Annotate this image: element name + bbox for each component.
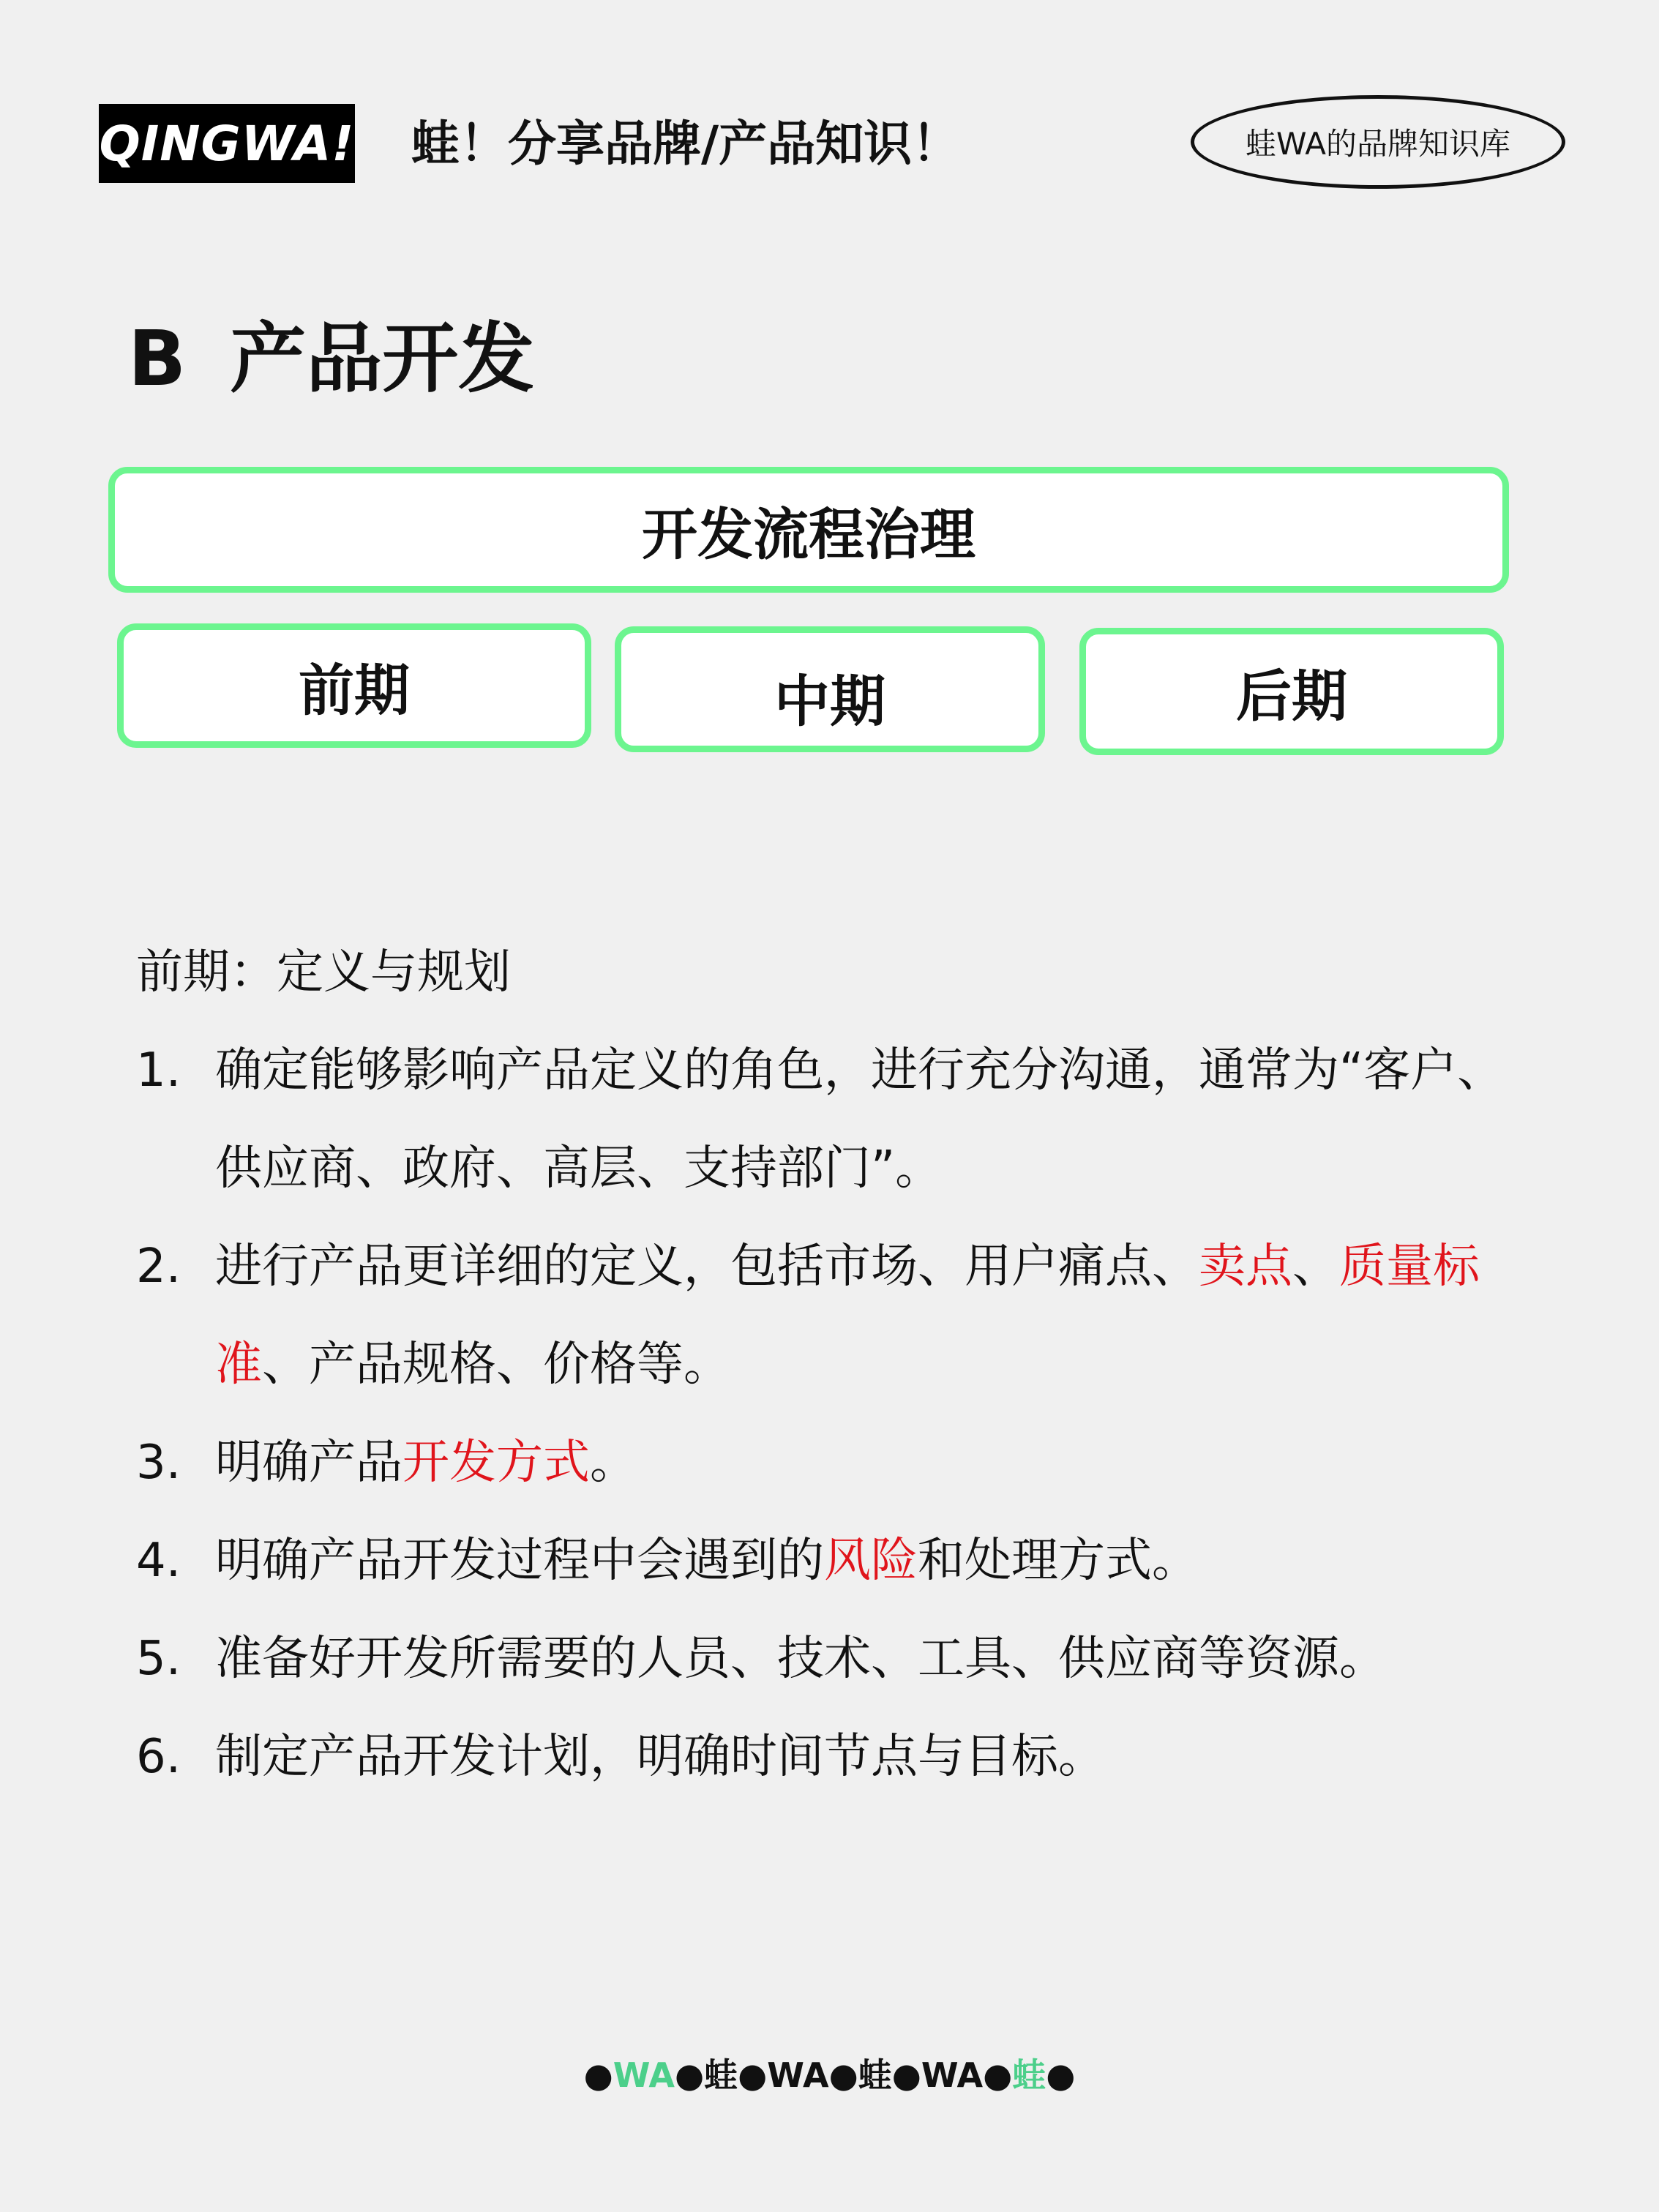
- footer-text: WA: [767, 2055, 829, 2095]
- list-item: [136, 1021, 1512, 1218]
- stage-box-early: [117, 623, 591, 748]
- footer-text: 蛙: [704, 2055, 738, 2095]
- brand-badge-label: 蛙WA的品牌知识库: [1246, 126, 1510, 162]
- footer-text: WA: [921, 2055, 984, 2095]
- list-item: [136, 1512, 1512, 1610]
- item-text-part: 明确产品: [215, 1436, 402, 1490]
- footer-text: WA: [613, 2055, 675, 2095]
- item-number: 2.: [136, 1240, 181, 1294]
- tagline: 蛙！分享品牌/产品知识！: [411, 116, 961, 172]
- footer-text: 蛙: [1012, 2055, 1046, 2095]
- stage-label-early: 前期: [299, 657, 410, 723]
- stage-label-late: 后期: [1236, 663, 1347, 729]
- item-text: [215, 1512, 1512, 1610]
- list-item: [136, 1708, 1512, 1806]
- item-text: [215, 1708, 1512, 1806]
- logo-text: QINGWA!: [99, 115, 355, 172]
- highlight-text: 开发方式: [402, 1436, 590, 1490]
- section-title: 产品开发: [230, 314, 535, 403]
- footer-dot: ●: [675, 2055, 705, 2095]
- item-text-part: 准备好开发所需要的人员、技术、工具、供应商等资源。: [215, 1632, 1386, 1686]
- item-number: 6.: [136, 1730, 181, 1784]
- highlight-text: 风险: [824, 1534, 918, 1588]
- stage-box-late: [1079, 628, 1504, 755]
- item-text-part: 。: [590, 1436, 637, 1490]
- footer-dot: ●: [738, 2055, 768, 2095]
- footer-dot: ●: [891, 2055, 921, 2095]
- flow-main-box: [108, 467, 1509, 593]
- footer-dot: ●: [583, 2055, 613, 2095]
- item-number: 5.: [136, 1632, 181, 1686]
- item-text-part: 、产品规格、价格等。: [262, 1338, 730, 1392]
- highlight-text: 卖点: [1199, 1240, 1292, 1294]
- item-number: 4.: [136, 1534, 181, 1588]
- item-number: 1.: [136, 1043, 181, 1098]
- flow-main-label: 开发流程治理: [642, 501, 975, 567]
- item-text: [215, 1414, 1512, 1512]
- logo: [99, 104, 355, 183]
- item-text-part: 进行产品更详细的定义，包括市场、用户痛点、: [215, 1240, 1199, 1294]
- stage-box-mid: [615, 626, 1045, 752]
- item-text-part: 确定能够影响产品定义的角色，进行充分沟通，通常为“客户、供应商、政府、高层、支持部门”。: [215, 1043, 1505, 1196]
- section-letter: B: [128, 314, 187, 403]
- stage-label-mid: 中期: [774, 668, 885, 734]
- list-item: [136, 1610, 1512, 1708]
- footer-strip: [0, 2053, 1659, 2097]
- list-item: [136, 1414, 1512, 1512]
- footer-text: 蛙: [858, 2055, 892, 2095]
- item-number: 3.: [136, 1436, 181, 1490]
- footer-dot: ●: [983, 2055, 1013, 2095]
- item-text-part: 、: [1292, 1240, 1339, 1294]
- item-text-part: 制定产品开发计划，明确时间节点与目标。: [215, 1730, 1105, 1784]
- item-text: [215, 1218, 1512, 1414]
- steps-list: [136, 1021, 1512, 1806]
- item-text-part: 明确产品开发过程中会遇到的: [215, 1534, 824, 1588]
- section-heading: [128, 315, 534, 402]
- content-body: [136, 923, 1512, 1806]
- item-text-part: 和处理方式。: [918, 1534, 1199, 1588]
- footer-dot: ●: [1046, 2055, 1076, 2095]
- content-subhead: 前期：定义与规划: [136, 945, 511, 1000]
- highlight-text: 质量标准: [215, 1240, 1480, 1392]
- list-item: [136, 1218, 1512, 1414]
- brand-badge: [1191, 95, 1565, 189]
- item-text: [215, 1610, 1512, 1708]
- footer-dot: ●: [828, 2055, 858, 2095]
- item-text: [215, 1021, 1512, 1218]
